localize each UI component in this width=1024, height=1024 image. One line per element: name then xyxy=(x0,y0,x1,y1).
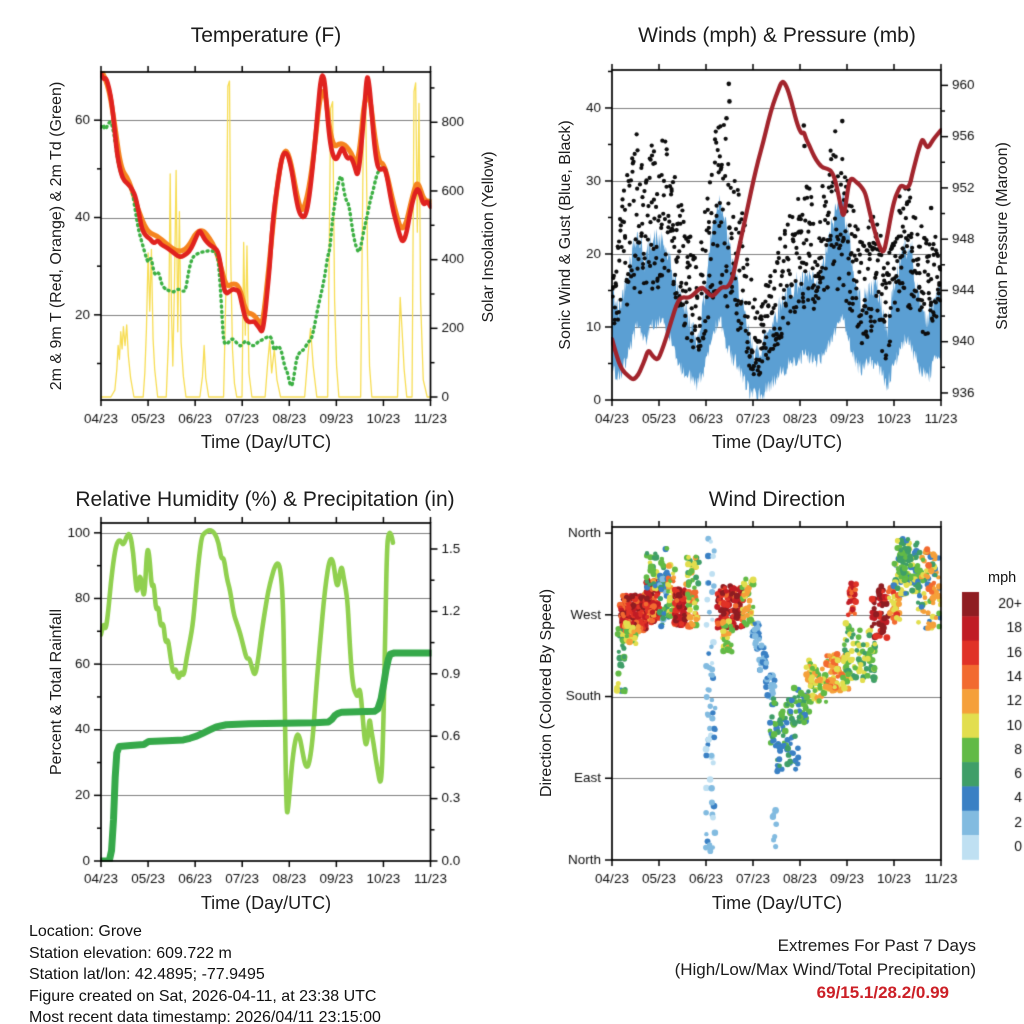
chart-title-temperature: Temperature (F) xyxy=(190,24,342,47)
chart-title-wind-direction: Wind Direction xyxy=(708,488,846,511)
footer-latlon: Station lat/lon: 42.4895; -77.9495 xyxy=(29,966,265,983)
extremes-block xyxy=(599,934,976,1005)
y-axis-label-temperature-left: 2m & 9m T (Red, Orange) & 2m Td (Green) xyxy=(48,81,65,391)
chart-title-humidity-precip: Relative Humidity (%) & Precipitation (in) xyxy=(75,488,455,511)
y-axis-label-direction-left: Direction (Colored By Speed) xyxy=(538,588,555,798)
footer-location: Location: Grove xyxy=(29,923,142,940)
x-axis-label-humidity: Time (Day/UTC) xyxy=(200,893,332,913)
extremes-title: Extremes For Past 7 Days xyxy=(777,936,976,955)
y-axis-label-wind-left: Sonic Wind & Gust (Blue, Black) xyxy=(557,120,574,350)
footer-created: Figure created on Sat, 2026-04-11, at 23:38 UTC xyxy=(29,987,377,1005)
station-info-footer xyxy=(29,921,381,1024)
extremes-values: 69/15.1/28.2/0.99 xyxy=(816,983,949,1002)
x-axis-label-wind-direction: Time (Day/UTC) xyxy=(711,893,843,913)
y-axis-label-solar-right: Solar Insolation (Yellow) xyxy=(480,151,497,323)
x-axis-label-temperature: Time (Day/UTC) xyxy=(200,432,332,452)
extremes-subtitle: (High/Low/Max Wind/Total Precipitation) xyxy=(674,959,976,979)
x-axis-label-winds: Time (Day/UTC) xyxy=(711,432,843,452)
footer-timestamp: Most recent data timestamp: 2026/04/11 23:15:00 xyxy=(29,1009,381,1024)
chart-title-winds-pressure: Winds (mph) & Pressure (mb) xyxy=(638,24,916,47)
footer-elevation: Station elevation: 609.722 m xyxy=(29,944,232,962)
y-axis-label-pressure-right: Station Pressure (Maroon) xyxy=(994,142,1011,330)
legend-title-mph: mph xyxy=(988,570,1017,586)
y-axis-label-humidity-left: Percent & Total Rainfall xyxy=(48,608,65,776)
